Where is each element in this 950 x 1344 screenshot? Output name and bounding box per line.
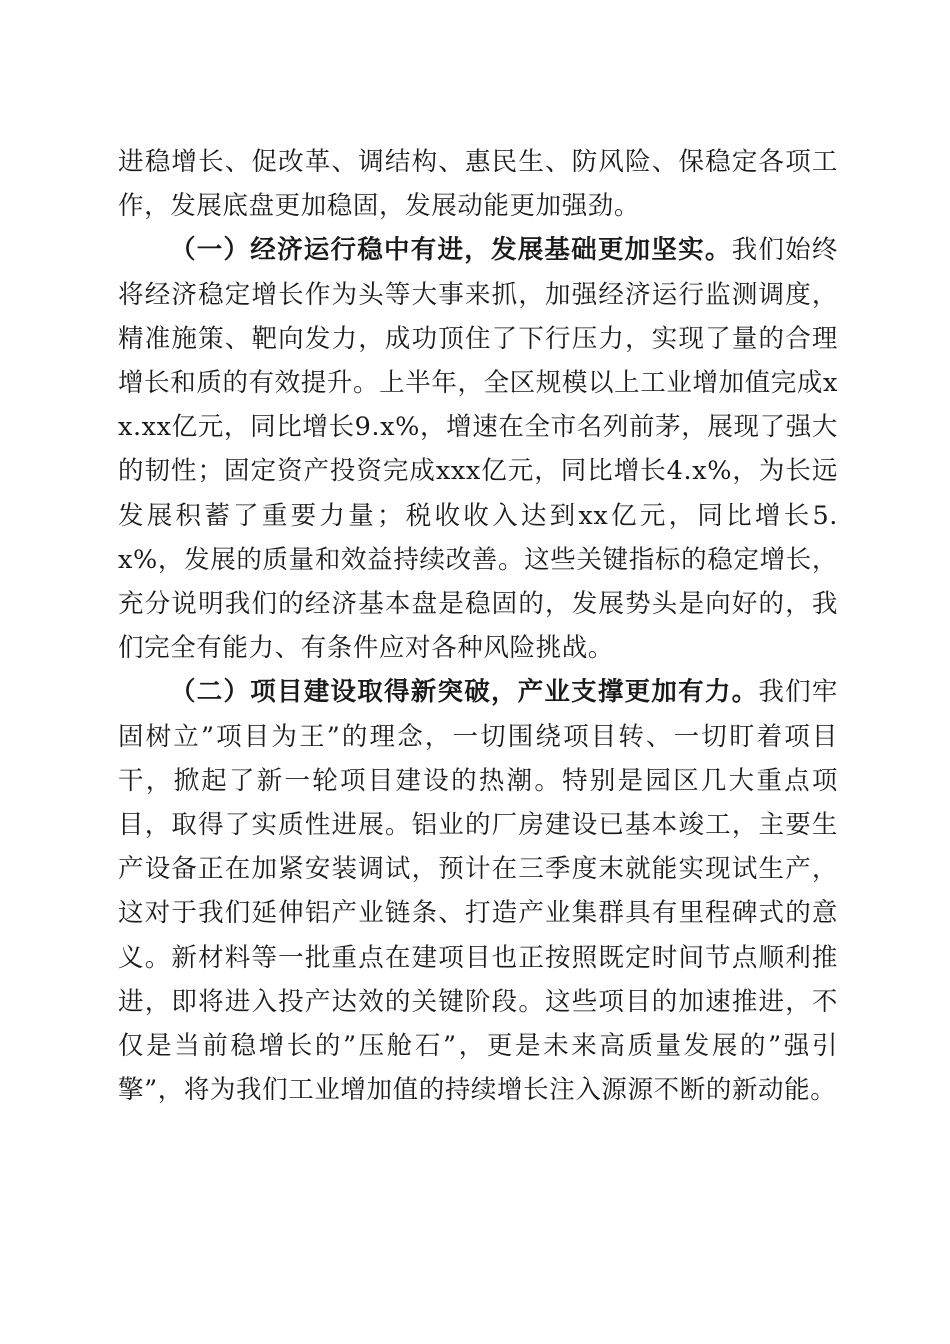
section-heading-projects: （二）项目建设取得新突破，产业支撑更加有力。 (170, 677, 759, 708)
paragraph-economy (118, 228, 838, 670)
section-heading-economy: （一）经济运行稳中有进，发展基础更加坚实。 (170, 235, 732, 266)
paragraph-text: 我们牢固树立”项目为王”的理念，一切围绕项目转、一切盯着项目干，掀起了新一轮项目建设的热潮。特别是园区几大重点项目，取得了实质性进展。铝业的厂房建设已基本竣工，主要生产设备正在加紧安装调试，预计在三季度末就能实现试生产，这对于我们延伸铝产业链条、打造产业集群具有里程碑式的意义。新材料等一批重点在建项目也正按照既定时间节点顺利推进，即将进入投产达效的关键阶段。这些项目的加速推进，不仅是当前稳增长的”压舱石”，更是未来高质量发展的”强引擎”，将为我们工业增加值的持续增长注入源源不断的新动能。 (118, 677, 838, 1106)
paragraph-text: 我们始终将经济稳定增长作为头等大事来抓，加强经济运行监测调度，精准施策、靶向发力，成功顶住了下行压力，实现了量的合理增长和质的有效提升。上半年，全区规模以上工业增加值完成xx.xx亿元，同比增长9.x%，增速在全市名列前茅，展现了强大的韧性；固定资产投资完成xxx亿元，同比增长4.x%，为长远发展积蓄了重要力量；税收收入达到xx亿元，同比增长5.x%，发展的质量和效益持续改善。这些关键指标的稳定增长，充分说明我们的经济基本盘是稳固的，发展势头是向好的，我们完全有能力、有条件应对各种风险挑战。 (118, 235, 838, 664)
paragraph-projects (118, 670, 838, 1112)
body-text (118, 140, 838, 1112)
paragraph-continuation (118, 140, 838, 228)
paragraph-text: 进稳增长、促改革、调结构、惠民生、防风险、保稳定各项工作，发展底盘更加稳固，发展动能更加强劲。 (118, 147, 838, 222)
